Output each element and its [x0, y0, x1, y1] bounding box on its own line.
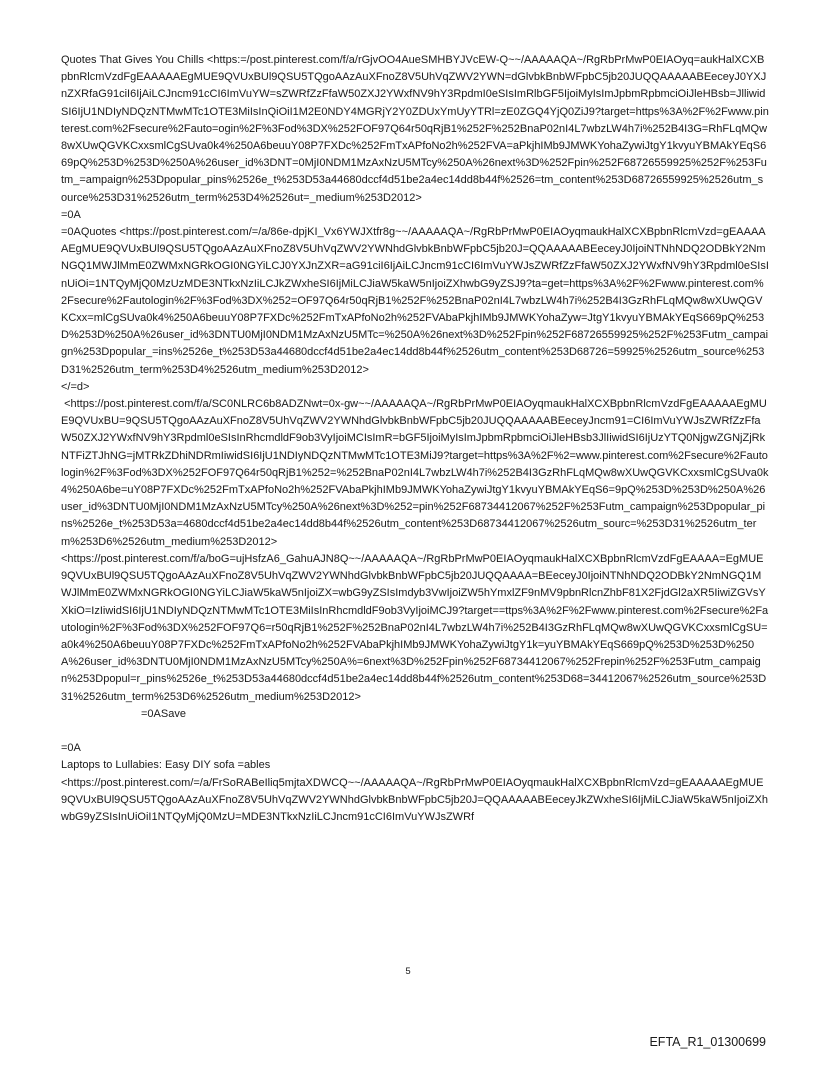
document-body [61, 52, 769, 826]
text-line: =0AQuotes <https://post.pinterest.com/=/a/86e-dpjKI_Vx6YWJXtfr8g~~/AAAAAQA~/RgRbPrMwP0EIAOyqmaukHalXCXBpbnRlcmVzd=gEAAAAAEgMUE9QVUxBUl9QSU5TQgoAAzAuXFnoZ8V5UhVqZWV2YWNhdGlvbkBnbWFpbC5jb20J=QQAAAAABEeceyJ0IjoiNTNhNDQ2ODBkY2NmNGQ1MWJlMmE0ZWMxNGRkOGI0NGYiLCJ0YXJnZXR=aG91ciI6IjAiLCJncm91cCI6ImVuYWJsZWRfZzFfaW50ZXJ2YWxfNV9hY3Rpdml0eSIsInUiOi=1NTQyMjQ0MzUzMDE3NTkxNzIiLCJkZWxheSI6IjMiLCJiaW5kaW5nIjoiZXhwbG9yZSJ9?ta=get=https%3A%2F%2Fwww.pinterest.com%2Fsecure%2Fautologin%2F%3Fod%3DX%252=OF97Q64r50qRjB1%252F%252BnaP02nI4L7wbzLW4h7i%252B4I3GzRhFLqMQw8wXUwQGVKCxx=mlCgSUva0k4%250A6beuuY08P7FXDc%252FmTxAPfoNo2h%252FVAbaPkjhIMb9JMWKYohaZyw=JtgY1kvyuYBMAkYEqS669pQ%253D%253D%250A%26user_id%3DNTU0MjI0NDM1MzAxNzU5MTc=%250A%26next%3D%252Fpin%252F68726559925%252F%253Futm_campaign%253Dpopular_=ins%2526e_t%253D53a44680dccf4d51be2a4ec14dd8b44f%2526utm_content%253D68726=59925%2526utm_source%253D31%2526utm_term%253D4%2526utm_medium%253D2012> [61, 226, 769, 376]
text-line: Quotes That Gives You Chills <https:=/post.pinterest.com/f/a/rGjvOO4AueSMHBYJVcEW-Q~~/AAAAAQA~/RgRbPrMwP0EIAOyq=aukHalXCXBpbnRlcmVzdFgEAAAAAEgMUE9QVUxBUl9QSU5TQgoAAzAuXFnoZ8V5UhVqZWV2YWN=dGlvbkBnbWFpbC5jb20JUQQAAAAABEeceyJ0YXJnZXRfaG91ciI6IjAiLCJncm91cCI6ImVuYW=sZWRfZzFfaW50ZXJ2YWxfNV9hY3RpdmI0eSIsImRlbGF5IjoiMyIsImJpbmRpbmciOiJleHBsb=JlliwidSI6IjU1NDIyNDQzNTMwMTc1OTE3MiIsInQiOiI1M2E0NDY4MGRjY2Y0ZDUxYmUyYTRl=zE0ZGQ4YjQ0ZiJ9?target=https%3A%2F%2Fwww.pinterest.com%2Fsecure%2Fauto=ogin%2F%3Fod%3DX%252FOF97Q64r50qRjB1%252F%252BnaP02nI4L7wbzLW4h7i%252B4I3G=RhFLqMQw8wXUwQGVKCxxsmlCgSUva0k4%250A6beuuY08P7FXDc%252FmTxAPfoNo2h%252FVA=aPkjhIMb9JMWKYohaZywiJtgY1kvyuYBMAkYEqS669pQ%253D%253D%250A%26user_id%3DNT=0MjI0NDM1MzAxNzU5MTcy%250A%26next%3D%252Fpin%252F68726559925%252F%253Futm_=ampaign%253Dpopular_pins%2526e_t%253D53a44680dccf4d51be2a4ec14dd8b44f%2526=tm_content%253D68726559925%2526utm_source%253D31%2526utm_term%253D4%2526ut=_medium%253D2012> [61, 54, 769, 204]
text-line: =0A [61, 742, 81, 755]
bates-id: EFTA_R1_01300699 [649, 1035, 766, 1049]
save-text-line: =0ASave [141, 707, 186, 720]
text-line: </=d> [61, 380, 90, 393]
text-line: <https://post.pinterest.com/=/a/FrSoRABeIliq5mjtaXDWCQ~~/AAAAAQA~/RgRbPrMwP0EIAOyqmaukHalXCXBpbnRlcmVzd=gEAAAAAEgMUE9QVUxBUl9QSU5TQgoAAzAuXFnoZ8V5UhVqZWV2YWNhdGlvbkBnbWFpbC5jb20J=QQAAAAABEeceyJkZWxheSI6IjMiLCJiaW5kaW5nIjoiZXhwbG9yZSIsInUiOiI1NTQyMjQ0MzU=MDE3NTkxNzIiLCJncm91cCI6ImVuYWJsZWRf [61, 776, 769, 823]
text-line: =0A [61, 208, 81, 221]
page-number: 5 [405, 966, 411, 977]
text-line: <https://post.pinterest.com/f/a/SC0NLRC6b8ADZNwt=0x-gw~~/AAAAAQA~/RgRbPrMwP0EIAOyqmaukHalXCXBpbnRlcmVzdFgEAAAAAEgMUE9QVUxBU=9QSU5TQgoAAzAuXFnoZ8V5UhVqZWV2YWNhdGlvbkBnbWFpbC5jb20JUQQAAAAABEeceyJncm91=CI6ImVuYWJsZWRfZzFfaW50ZXJ2YWxfNV9hY3Rpdml0eSIsInRhcmdldF9ob3VyIjoiMCIsImR=bGF5IjoiMyIsImJpbmRpbmciOiJleHBsb3JlIiwidSI6IjUzYTQ0NjgwZGNjZjRkNTFiZTJhNG=jMTRkZDhiNDRmIiwidSI6IjU1NDIyNDQzNTMwMTc1OTE3MiJ9?target=https%3A%2F%2=www.pinterest.com%2Fsecure%2Fautologin%2F%3Fod%3DX%252FOF97Q64r50qRjB1%252=%252BnaP02nI4L7wbzLW4h7i%252B4I3GzRhFLqMQw8wXUwQGVKCxxsmlCgSUva0k4%250A6be=uY08P7FXDc%252FmTxAPfoNo2h%252FVAbaPkjhIMb9JMWKYohaZywiJtgY1kvyuYBMAkYEqS6=9pQ%253D%253D%250A%26user_id%3DNTU0MjI0NDM1MzAxNzU5MTcy%250A%26next%3D%252=pin%252F68734412067%252F%253Futm_campaign%253Dpopular_pins%2526e_t%253D53a=4680dccf4d51be2a4ec14dd8b44f%2526utm_content%253D68734412067%2526utm_sourc=%253D31%2526utm_term%253D6%2526utm_medium%253D2012> [61, 398, 769, 548]
text-line: Laptops to Lullabies: Easy DIY sofa =ables [61, 759, 271, 772]
text-line: <https://post.pinterest.com/f/a/boG=ujHsfzA6_GahuAJN8Q~~/AAAAAQA~/RgRbPrMwP0EIAOyqmaukHalXCXBpbnRlcmVzdFgEAAAA=EgMUE9QVUxBUl9QSU5TQgoAAzAuXFnoZ8V5UhVqZWV2YWNhdGlvbkBnbWFpbC5jb20JUQQAAAA=BEeceyJ0IjoiNTNhNDQ2ODBkY2NmNGQ1MWJlMmE0ZWMxNGRkOGI0NGYiLCJiaW5kaW5nIjoiZX=wbG9yZSIsImdyb3VwIjoiZW5hYmxlZF9nMV9pbnRlcnZhbF81X2FjdGl2aXR5IiwiZGVsYXkiO=IzIiwidSI6IjU1NDIyNDQzNTMwMTc1OTE3MiIsInRhcmdldF9ob3VyIjoiMCJ9?target==ttps%3A%2F%2Fwww.pinterest.com%2Fsecure%2Fautologin%2F%3Fod%3DX%252FOF97Q6=r50qRjB1%252F%252BnaP02nI4L7wbzLW4h7i%252B4I3GzRhFLqMQw8wXUwQGVKCxxsmlCgSU=a0k4%250A6beuuY08P7FXDc%252FmTxAPfoNo2h%252FVAbaPkjhIMb9JMWKYohaZywiJtgY1k=yuYBMAkYEqS669pQ%253D%253D%250A%26user_id%3DNTU0MjI0NDM1MzAxNzU5MTcy%250A%=6next%3D%252Fpin%252F68734412067%252Frepin%252F%253Futm_campaign%253Dpopul=r_pins%2526e_t%253D53a44680dccf4d51be2a4ec14dd8b44f%2526utm_content%253D68=34412067%2526utm_source%253D31%2526utm_term%253D6%2526utm_medium%253D2012> [61, 552, 769, 703]
blank-line [61, 723, 769, 740]
